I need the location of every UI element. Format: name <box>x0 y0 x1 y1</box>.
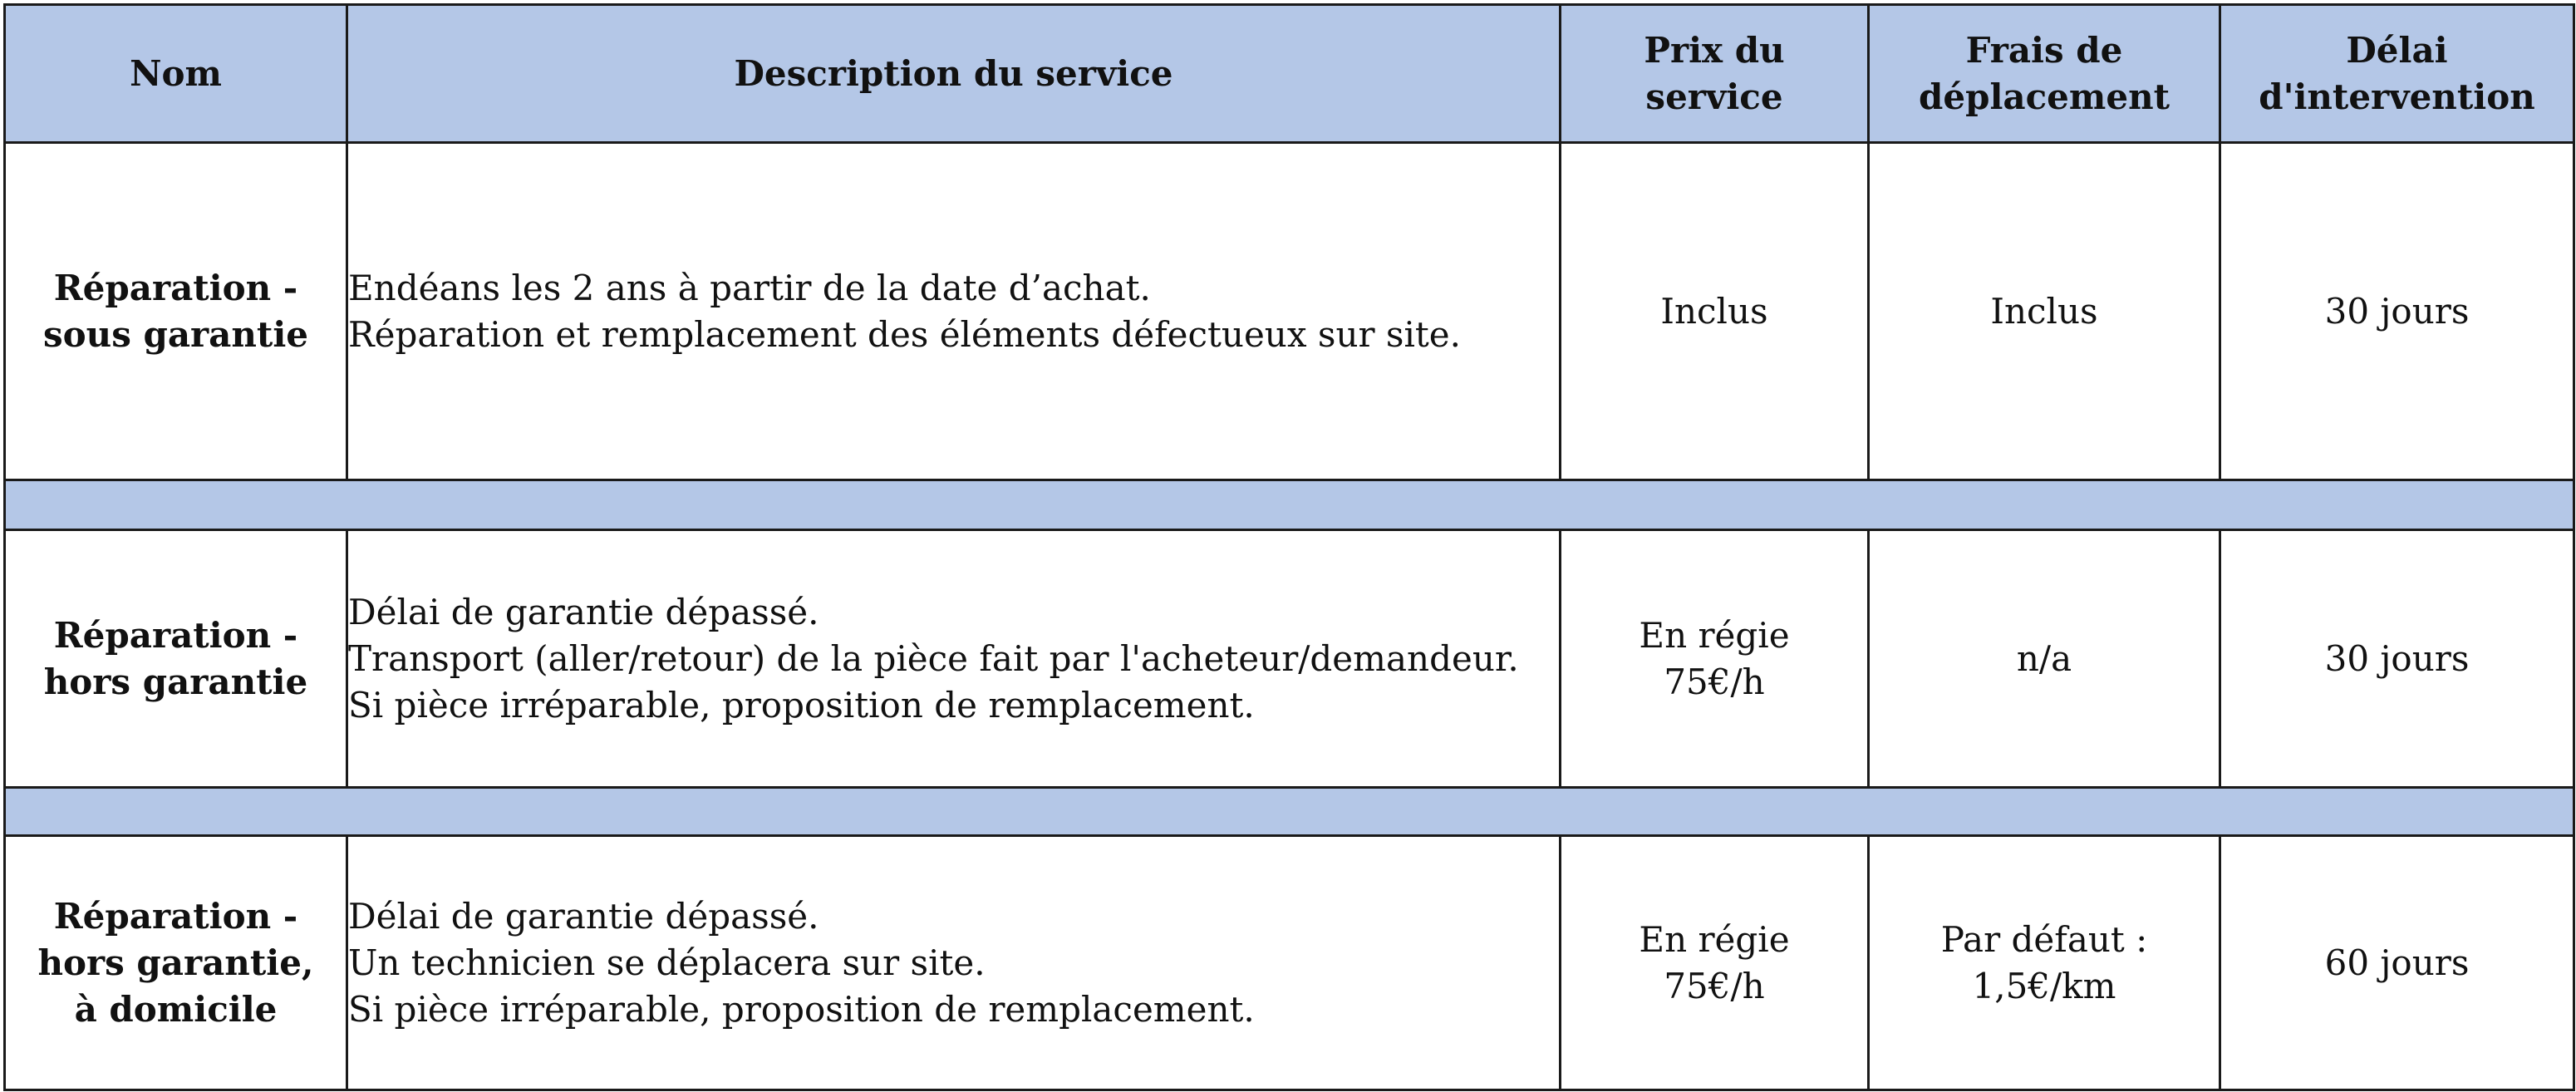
service-name-line: Réparation - <box>53 267 298 308</box>
service-description-cell <box>347 836 1561 1090</box>
service-name-cell <box>5 143 347 480</box>
service-price-cell <box>1561 530 1869 788</box>
price-line: En régie <box>1639 918 1790 960</box>
separator-bar <box>5 480 2574 530</box>
price-line: 75€/h <box>1664 661 1765 702</box>
travel-fee-line: 1,5€/km <box>1972 965 2116 1006</box>
description-line: Si pièce irréparable, proposition de remplacement. <box>348 988 1255 1030</box>
travel-fee-line: Par défaut : <box>1940 918 2148 960</box>
description-line: Endéans les 2 ans à partir de la date d’achat. <box>348 267 1151 308</box>
description-line: Réparation et remplacement des éléments défectueux sur site. <box>348 313 1461 355</box>
description-line: Un technicien se déplacera sur site. <box>348 942 986 983</box>
header-travel <box>1869 5 2220 143</box>
price-line: Inclus <box>1660 290 1768 332</box>
header-travel-line: déplacement <box>1918 76 2170 117</box>
travel-fee-cell <box>1869 836 2220 1090</box>
service-description-cell <box>347 530 1561 788</box>
description-line: Délai de garantie dépassé. <box>348 591 819 632</box>
table-row <box>5 530 2574 788</box>
description-line: Transport (aller/retour) de la pièce fait par l'acheteur/demandeur. <box>348 637 1519 679</box>
header-delay-line: Délai <box>2346 29 2448 71</box>
service-price-cell <box>1561 836 1869 1090</box>
service-description-cell <box>347 143 1561 480</box>
header-row <box>5 5 2574 143</box>
separator-bar <box>5 788 2574 836</box>
travel-fee-cell <box>1869 530 2220 788</box>
description-line: Délai de garantie dépassé. <box>348 895 819 937</box>
header-price-line: service <box>1645 76 1783 117</box>
header-travel-line: Frais de <box>1965 29 2123 71</box>
price-line: 75€/h <box>1664 965 1765 1006</box>
description-line: Si pièce irréparable, proposition de remplacement. <box>348 684 1255 726</box>
service-price-cell <box>1561 143 1869 480</box>
service-name-cell <box>5 530 347 788</box>
header-name: Nom <box>5 5 347 143</box>
separator-row <box>5 480 2574 530</box>
service-name-line: Réparation - <box>53 614 298 656</box>
service-name-cell <box>5 836 347 1090</box>
intervention-delay-cell: 60 jours <box>2220 836 2574 1090</box>
travel-fee-cell <box>1869 143 2220 480</box>
separator-row <box>5 788 2574 836</box>
table-row <box>5 836 2574 1090</box>
service-name-line: Réparation - <box>53 895 298 937</box>
price-line: En régie <box>1639 614 1790 656</box>
header-delay <box>2220 5 2574 143</box>
header-price <box>1561 5 1869 143</box>
service-name-line: hors garantie <box>43 661 308 702</box>
header-description: Description du service <box>347 5 1561 143</box>
intervention-delay-cell: 30 jours <box>2220 143 2574 480</box>
services-table <box>3 3 2575 1091</box>
intervention-delay-cell: 30 jours <box>2220 530 2574 788</box>
service-name-line: à domicile <box>74 988 278 1030</box>
table-row <box>5 143 2574 480</box>
header-delay-line: d'intervention <box>2259 76 2535 117</box>
travel-fee-line: n/a <box>2016 637 2072 679</box>
travel-fee-line: Inclus <box>1990 290 2098 332</box>
service-name-line: sous garantie <box>43 313 308 355</box>
service-name-line: hors garantie, <box>37 942 314 983</box>
header-price-line: Prix du <box>1644 29 1785 71</box>
